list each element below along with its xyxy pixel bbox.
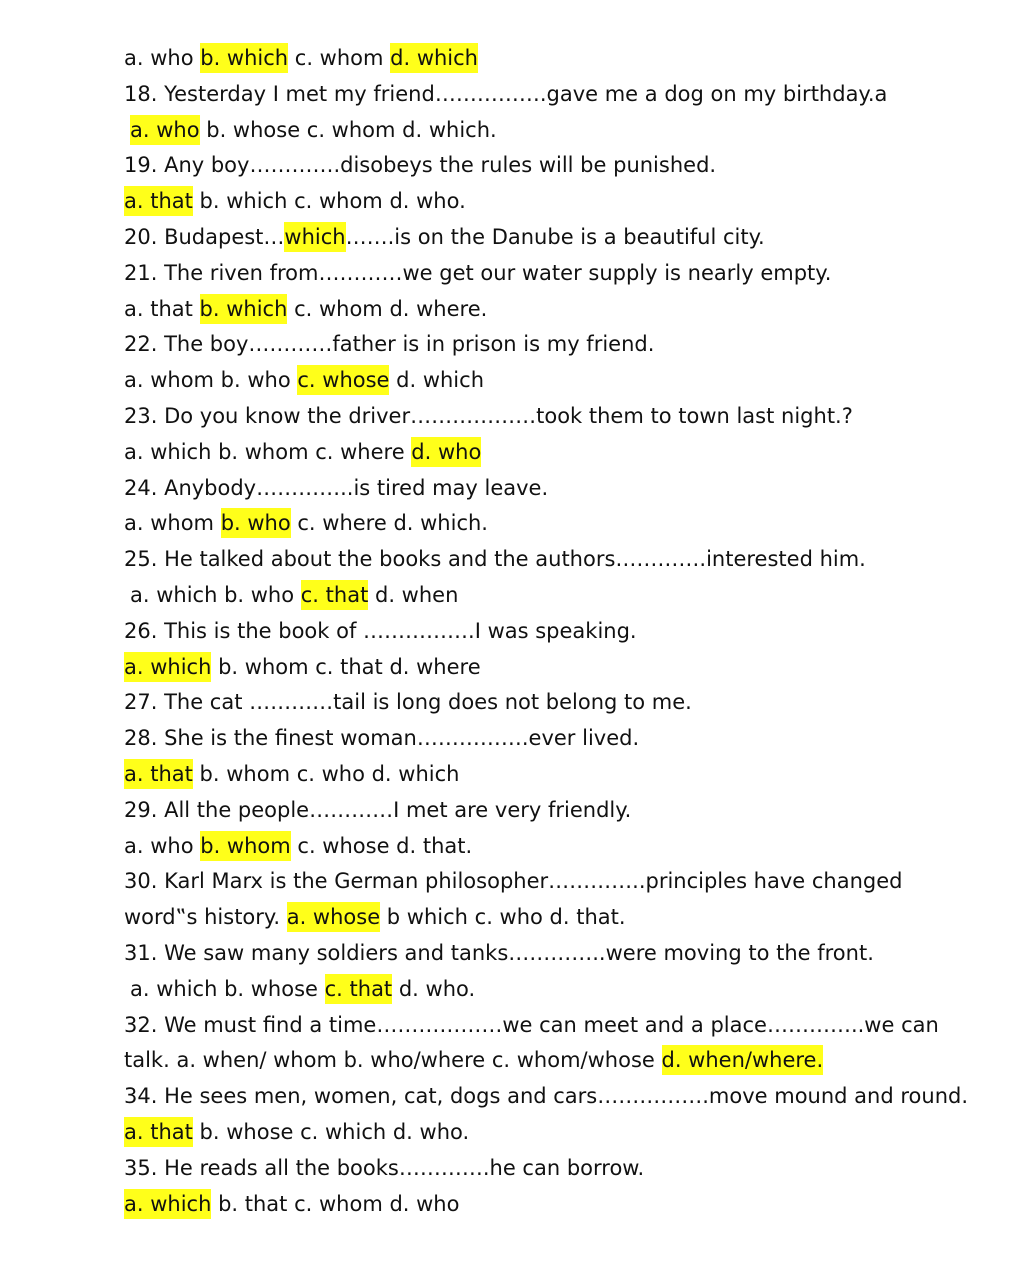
highlighted-answer: a. that	[124, 1117, 193, 1147]
highlighted-answer: which	[284, 222, 345, 252]
highlighted-answer: a. that	[124, 186, 193, 216]
text-line: a. which b. whom c. that d. where	[124, 650, 900, 686]
text-line: 25. He talked about the books and the authors………….interested him.	[124, 547, 866, 572]
highlighted-answer: c. that	[325, 974, 393, 1004]
text-line: 27. The cat …………tail is long does not belong to me.	[124, 690, 692, 715]
highlighted-answer: b. which	[200, 294, 288, 324]
highlighted-answer: a. who	[130, 115, 200, 145]
text-line: a. which b. whose c. that d. who.	[124, 972, 900, 1008]
text-line: 20. Budapest…which…….is on the Danube is a beautiful city.	[124, 220, 900, 256]
text-line: a. whom b. who c. where d. which.	[124, 506, 900, 542]
highlighted-answer: b. which	[200, 43, 288, 73]
text-line: 18. Yesterday I met my friend…………….gave me a dog on my birthday.a	[124, 81, 888, 106]
text-line: 29. All the people…………I met are very friendly.	[124, 797, 632, 822]
text-line: a. which b. who c. that d. when	[124, 578, 900, 614]
text-line: a. who b. whom c. whose d. that.	[124, 829, 900, 865]
text-line: 30. Karl Marx is the German philosopher…………..principles have changed	[124, 869, 903, 894]
highlighted-answer: a. which	[124, 1189, 211, 1219]
text-line: 32. We must find a time………………we can meet and a place…………..we can	[124, 1012, 939, 1037]
text-line: talk. a. when/ whom b. who/where c. whom/whose d. when/where.	[124, 1043, 900, 1079]
text-line: 26. This is the book of …………….I was speaking.	[124, 618, 637, 643]
highlighted-answer: c. whose	[297, 365, 389, 395]
text-line: a. that b. which c. whom d. where.	[124, 292, 900, 328]
highlighted-answer: a. that	[124, 759, 193, 789]
text-line: a. that b. whose c. which d. who.	[124, 1115, 900, 1151]
text-line: word‟s history. a. whose b which c. who d. that.	[124, 900, 900, 936]
text-line: 24. Anybody…………..is tired may leave.	[124, 475, 549, 500]
text-line: a. which b. whom c. where d. who	[124, 435, 900, 471]
text-line: a. that b. whom c. who d. which	[124, 757, 900, 793]
highlighted-answer: b. who	[221, 508, 291, 538]
text-line: a. who b. whose c. whom d. which.	[124, 113, 900, 149]
text-line: a. who b. which c. whom d. which	[124, 41, 900, 77]
text-line: 34. He sees men, women, cat, dogs and cars…………….move mound and round.	[124, 1084, 969, 1109]
text-line: 23. Do you know the driver………………took them to town last night.?	[124, 403, 853, 428]
text-line: 28. She is the finest woman…………….ever lived.	[124, 726, 640, 751]
highlighted-answer: d. who	[411, 437, 481, 467]
highlighted-answer: d. which	[390, 43, 478, 73]
highlighted-answer: b. whom	[200, 831, 290, 861]
text-line: a. which b. that c. whom d. who	[124, 1187, 900, 1223]
text-line: 19. Any boy………….disobeys the rules will be punished.	[124, 153, 717, 178]
text-line: 22. The boy…………father is in prison is my friend.	[124, 332, 655, 357]
text-line: 31. We saw many soldiers and tanks…………..were moving to the front.	[124, 940, 874, 965]
highlighted-answer: c. that	[301, 580, 369, 610]
text-line: 35. He reads all the books………….he can borrow.	[124, 1155, 645, 1180]
text-line: 21. The riven from…………we get our water supply is nearly empty.	[124, 260, 832, 285]
document-page	[124, 41, 969, 1222]
text-line: a. whom b. who c. whose d. which	[124, 363, 900, 399]
highlighted-answer: d. when/where.	[662, 1045, 824, 1075]
highlighted-answer: a. which	[124, 652, 211, 682]
text-line: a. that b. which c. whom d. who.	[124, 184, 900, 220]
highlighted-answer: a. whose	[287, 902, 380, 932]
